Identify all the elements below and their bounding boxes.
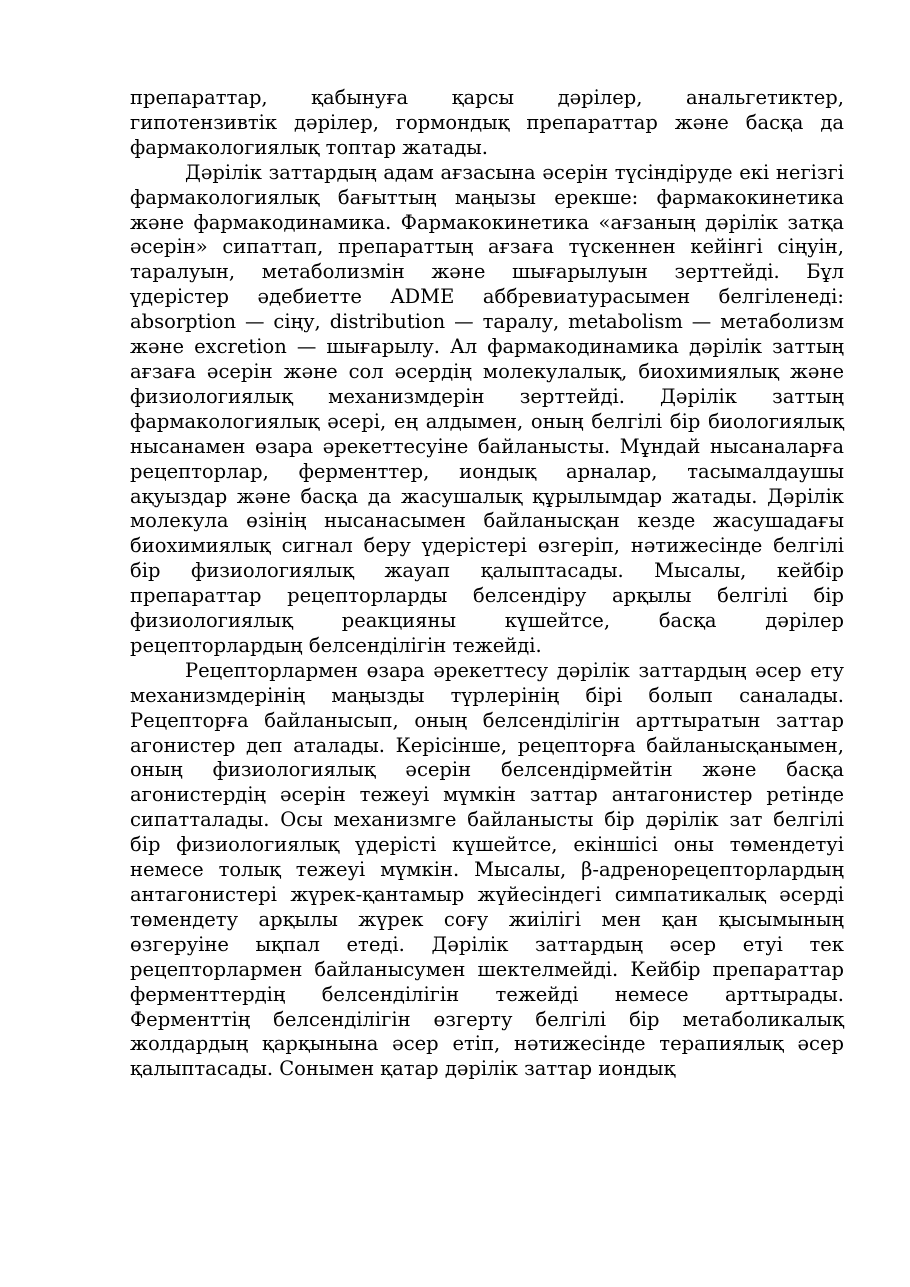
paragraph-2: Дәрілік заттардың адам ағзасына әсерін түсіндіруде екі негізгі фармакологиялық бағыттың маңызы ерекше: фармакокинетика және фармакодинамика. Фармакокинетика «ағзаның дәрілік затқа әсерін» сипаттап, препараттың ағзаға түскеннен кейінгі сіңуін, таралуын, метаболизмін және шығарылуын зерттейді. Бұл үдерістер әдебиетте ADME аббревиатурасымен белгіленеді: absorption — сіңу, distribution — таралу, metabolism — метаболизм және excretion — шығарылу. Ал фармакодинамика дәрілік заттың ағзаға әсерін және сол әсердің молекулалық, биохимиялық және физиологиялық механизмдерін зерттейді. Дәрілік заттың фармакологиялық әсері, ең алдымен, оның белгілі бір биологиялық нысанамен өзара әрекеттесуіне байланысты. Мұндай нысаналарға рецепторлар, ферменттер, иондық арналар, тасымалдаушы ақуыздар және басқа да жасушалық құрылымдар жатады. Дәрілік молекула өзінің нысанасымен байланысқан кезде жасушадағы биохимиялық сигнал беру үдерістері өзгеріп, нәтижесінде белгілі бір физиологиялық жауап қалыптасады. Мысалы, кейбір препараттар рецепторларды белсендіру арқылы белгілі бір физиологиялық реакцияны күшейтсе, басқа дәрілер рецепторлардың белсенділігін тежейді. [130,160,844,657]
document-page [130,86,844,1082]
paragraph-3: Рецепторлармен өзара әрекеттесу дәрілік заттардың әсер ету механизмдерінің маңызды түрлерінің бірі болып саналады. Рецепторға байланысып, оның белсенділігін арттыратын заттар агонистер деп аталады. Керісінше, рецепторға байланысқанымен, оның физиологиялық әсерін белсендірмейтін және басқа агонистердің әсерін тежеуі мүмкін заттар антагонистер ретінде сипатталады. Осы механизмге байланысты бір дәрілік зат белгілі бір физиологиялық үдерісті күшейтсе, екіншісі оны төмендетуі немесе толық тежеуі мүмкін. Мысалы, β-адренорецепторлардың антагонистері жүрек-қантамыр жүйесіндегі симпатикалық әсерді төмендету арқылы жүрек соғу жиілігі мен қан қысымының өзгеруіне ықпал етеді. Дәрілік заттардың әсер етуі тек рецепторлармен байланысумен шектелмейді. Кейбір препараттар ферменттердің белсенділігін тежейді немесе арттырады. Ферменттің белсенділігін өзгерту белгілі бір метаболикалық жолдардың қарқынына әсер етіп, нәтижесінде терапиялық әсер қалыптасады. Сонымен қатар дәрілік заттар иондық [130,658,844,1081]
paragraph-1: препараттар, қабынуға қарсы дәрілер, анальгетиктер, гипотензивтік дәрілер, гормондық препараттар және басқа да фармакологиялық топтар жатады. [130,86,844,159]
